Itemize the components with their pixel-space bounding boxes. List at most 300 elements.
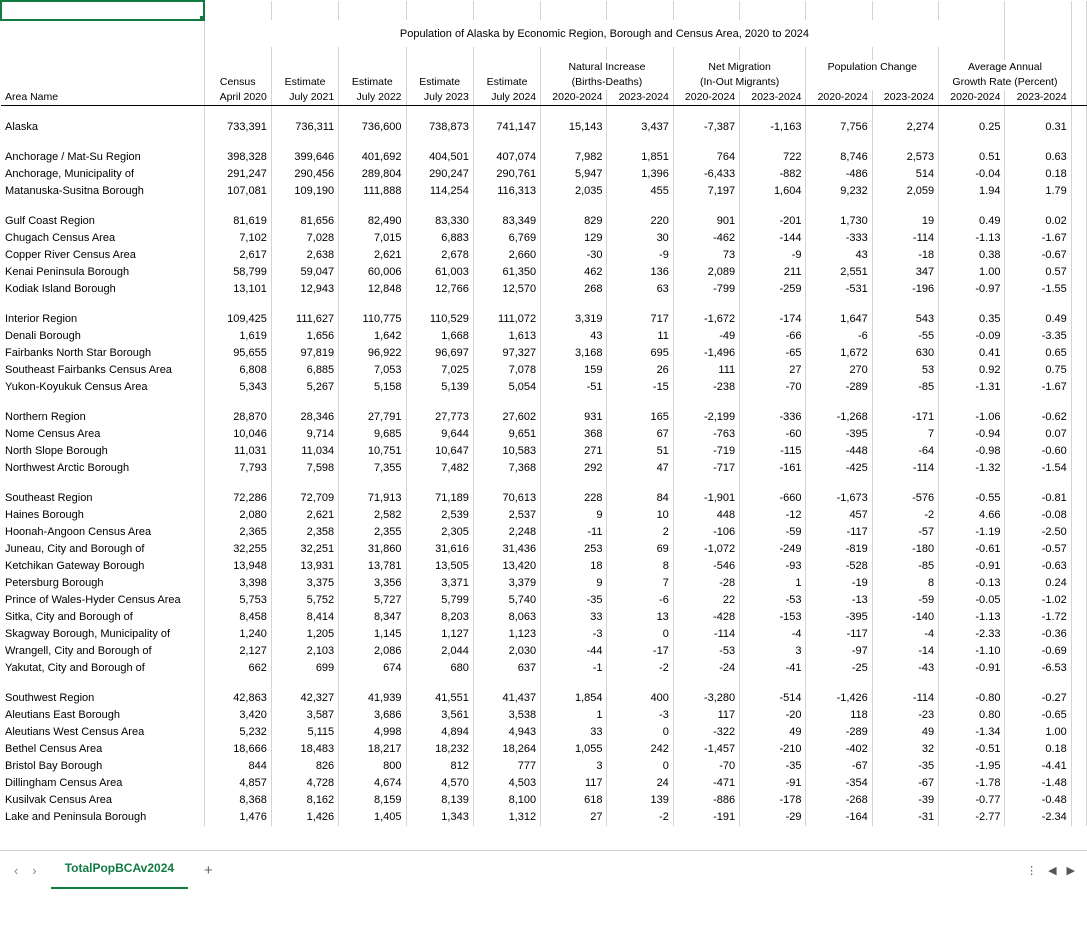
cell-empty[interactable]	[1071, 60, 1086, 75]
row-value-8[interactable]: -53	[740, 592, 806, 609]
row-value-6[interactable]: 47	[607, 460, 673, 477]
row-value-0[interactable]: 5,232	[204, 724, 271, 741]
row-value-4[interactable]: 4,943	[473, 724, 540, 741]
row-value-8[interactable]: -9	[740, 247, 806, 264]
cell-empty[interactable]	[1071, 690, 1086, 707]
row-value-3[interactable]: 27,773	[406, 409, 473, 426]
row-value-5[interactable]: 1	[541, 707, 607, 724]
sheet-tab-totalpopbcav2024[interactable]: TotalPopBCAv2024	[51, 851, 188, 890]
row-value-6[interactable]: -17	[607, 643, 673, 660]
cell-empty[interactable]	[473, 396, 540, 409]
row-value-2[interactable]: 5,727	[339, 592, 406, 609]
row-value-4[interactable]: 1,123	[473, 626, 540, 643]
row-value-12[interactable]: -2.50	[1005, 524, 1071, 541]
cell-empty[interactable]	[806, 200, 872, 213]
row-value-12[interactable]: 0.65	[1005, 345, 1071, 362]
row-value-3[interactable]: 404,501	[406, 149, 473, 166]
row-area-name[interactable]: Northwest Arctic Borough	[1, 460, 204, 477]
row-value-4[interactable]: 7,368	[473, 460, 540, 477]
row-value-0[interactable]: 7,793	[204, 460, 271, 477]
row-value-0[interactable]: 2,127	[204, 643, 271, 660]
row-value-8[interactable]: -144	[740, 230, 806, 247]
row-value-4[interactable]: 407,074	[473, 149, 540, 166]
row-area-name[interactable]: Nome Census Area	[1, 426, 204, 443]
cell-empty[interactable]	[541, 106, 607, 120]
row-value-0[interactable]: 28,870	[204, 409, 271, 426]
cell-empty[interactable]	[740, 1, 806, 20]
row-value-1[interactable]: 109,190	[271, 183, 338, 200]
row-value-0[interactable]: 291,247	[204, 166, 271, 183]
row-value-10[interactable]: 630	[872, 345, 938, 362]
cell-empty[interactable]	[1071, 409, 1086, 426]
row-value-12[interactable]: -1.55	[1005, 281, 1071, 298]
row-value-2[interactable]: 736,600	[339, 119, 406, 136]
row-value-1[interactable]: 111,627	[271, 311, 338, 328]
row-area-name[interactable]: Lake and Peninsula Borough	[1, 809, 204, 826]
cell-empty[interactable]	[1071, 490, 1086, 507]
row-value-8[interactable]: -249	[740, 541, 806, 558]
cell-empty[interactable]	[1005, 136, 1071, 149]
row-value-2[interactable]: 110,775	[339, 311, 406, 328]
row-value-5[interactable]: -3	[541, 626, 607, 643]
row-value-1[interactable]: 9,714	[271, 426, 338, 443]
row-value-0[interactable]: 2,080	[204, 507, 271, 524]
table-row[interactable]	[1, 660, 1087, 677]
row-area-name[interactable]: Fairbanks North Star Borough	[1, 345, 204, 362]
row-area-name[interactable]: Kodiak Island Borough	[1, 281, 204, 298]
row-area-name[interactable]: Sitka, City and Borough of	[1, 609, 204, 626]
row-value-5[interactable]: 292	[541, 460, 607, 477]
cell-empty[interactable]	[806, 136, 872, 149]
row-value-2[interactable]: 7,015	[339, 230, 406, 247]
cell-empty[interactable]	[939, 677, 1005, 690]
row-value-0[interactable]: 95,655	[204, 345, 271, 362]
row-value-10[interactable]: -35	[872, 758, 938, 775]
row-area-name[interactable]: Southeast Fairbanks Census Area	[1, 362, 204, 379]
table-row[interactable]	[1, 558, 1087, 575]
row-value-7[interactable]: -6,433	[673, 166, 739, 183]
row-value-12[interactable]: -0.69	[1005, 643, 1071, 660]
cell-empty[interactable]	[1071, 592, 1086, 609]
row-value-7[interactable]: 2,089	[673, 264, 739, 281]
cell-empty[interactable]	[939, 396, 1005, 409]
row-value-12[interactable]: 0.49	[1005, 311, 1071, 328]
cell-empty[interactable]	[1, 60, 204, 75]
row-value-0[interactable]: 42,863	[204, 690, 271, 707]
row-value-7[interactable]: -191	[673, 809, 739, 826]
row-value-5[interactable]: 1,055	[541, 741, 607, 758]
cell-empty[interactable]	[740, 136, 806, 149]
cell-empty[interactable]	[541, 677, 607, 690]
cell-empty[interactable]	[339, 677, 406, 690]
row-value-6[interactable]: 1,396	[607, 166, 673, 183]
cell-empty[interactable]	[1071, 20, 1086, 47]
cell-empty[interactable]	[1071, 183, 1086, 200]
row-value-11[interactable]: 0.51	[939, 149, 1005, 166]
row-value-2[interactable]: 2,582	[339, 507, 406, 524]
row-area-name[interactable]: Skagway Borough, Municipality of	[1, 626, 204, 643]
row-value-8[interactable]: -66	[740, 328, 806, 345]
cell-empty[interactable]	[1071, 345, 1086, 362]
cell-empty[interactable]	[339, 60, 406, 75]
row-value-12[interactable]: -2.34	[1005, 809, 1071, 826]
row-value-3[interactable]: 12,766	[406, 281, 473, 298]
row-area-name[interactable]: Matanuska-Susitna Borough	[1, 183, 204, 200]
row-value-11[interactable]: -0.09	[939, 328, 1005, 345]
cell-empty[interactable]	[740, 106, 806, 120]
row-value-0[interactable]: 72,286	[204, 490, 271, 507]
row-value-4[interactable]: 7,078	[473, 362, 540, 379]
cell-empty[interactable]	[1071, 247, 1086, 264]
row-value-2[interactable]: 5,158	[339, 379, 406, 396]
row-value-7[interactable]: -1,457	[673, 741, 739, 758]
row-value-4[interactable]: 637	[473, 660, 540, 677]
row-value-10[interactable]: 543	[872, 311, 938, 328]
row-value-1[interactable]: 1,205	[271, 626, 338, 643]
row-area-name[interactable]: Petersburg Borough	[1, 575, 204, 592]
cell-empty[interactable]	[1071, 724, 1086, 741]
row-value-11[interactable]: 0.92	[939, 362, 1005, 379]
row-value-6[interactable]: -15	[607, 379, 673, 396]
row-value-4[interactable]: 9,651	[473, 426, 540, 443]
row-value-12[interactable]: 0.31	[1005, 119, 1071, 136]
row-value-5[interactable]: 27	[541, 809, 607, 826]
row-value-5[interactable]: 3,168	[541, 345, 607, 362]
table-row[interactable]	[1, 281, 1087, 298]
row-value-12[interactable]: -0.60	[1005, 443, 1071, 460]
row-value-5[interactable]: 368	[541, 426, 607, 443]
row-value-11[interactable]: 4.66	[939, 507, 1005, 524]
row-area-name[interactable]: Alaska	[1, 119, 204, 136]
row-value-12[interactable]: 0.24	[1005, 575, 1071, 592]
row-value-2[interactable]: 71,913	[339, 490, 406, 507]
row-value-6[interactable]: 0	[607, 724, 673, 741]
cell-empty[interactable]	[1071, 200, 1086, 213]
cell-empty[interactable]	[806, 396, 872, 409]
cell-empty[interactable]	[1005, 677, 1071, 690]
row-value-2[interactable]: 289,804	[339, 166, 406, 183]
row-value-3[interactable]: 738,873	[406, 119, 473, 136]
row-value-6[interactable]: 717	[607, 311, 673, 328]
row-value-5[interactable]: 5,947	[541, 166, 607, 183]
row-value-2[interactable]: 41,939	[339, 690, 406, 707]
row-value-4[interactable]: 111,072	[473, 311, 540, 328]
row-value-3[interactable]: 3,371	[406, 575, 473, 592]
row-value-8[interactable]: -660	[740, 490, 806, 507]
row-value-10[interactable]: -2	[872, 507, 938, 524]
cell-empty[interactable]	[1071, 328, 1086, 345]
row-value-9[interactable]: 8,746	[806, 149, 872, 166]
cell-empty[interactable]	[1005, 200, 1071, 213]
row-value-9[interactable]: -289	[806, 379, 872, 396]
row-value-1[interactable]: 7,028	[271, 230, 338, 247]
cell-empty[interactable]	[1071, 775, 1086, 792]
row-area-name[interactable]: Interior Region	[1, 311, 204, 328]
cell-empty[interactable]	[1005, 1, 1071, 20]
row-value-10[interactable]: 514	[872, 166, 938, 183]
cell-empty[interactable]	[673, 298, 739, 311]
cell-empty[interactable]	[872, 477, 938, 490]
row-value-3[interactable]: 2,678	[406, 247, 473, 264]
row-area-name[interactable]: Anchorage, Municipality of	[1, 166, 204, 183]
row-value-7[interactable]: -471	[673, 775, 739, 792]
row-area-name[interactable]: Aleutians East Borough	[1, 707, 204, 724]
cell-empty[interactable]	[1, 75, 204, 90]
row-value-10[interactable]: -85	[872, 379, 938, 396]
row-value-12[interactable]: -0.48	[1005, 792, 1071, 809]
row-value-2[interactable]: 2,355	[339, 524, 406, 541]
row-area-name[interactable]: Ketchikan Gateway Borough	[1, 558, 204, 575]
row-value-2[interactable]: 4,998	[339, 724, 406, 741]
cell-empty[interactable]	[1071, 741, 1086, 758]
cell-empty[interactable]	[1071, 362, 1086, 379]
row-value-8[interactable]: -93	[740, 558, 806, 575]
cell-empty[interactable]	[740, 477, 806, 490]
row-value-4[interactable]: 8,063	[473, 609, 540, 626]
row-value-0[interactable]: 1,619	[204, 328, 271, 345]
row-value-9[interactable]: -117	[806, 524, 872, 541]
cell-empty[interactable]	[673, 136, 739, 149]
row-value-1[interactable]: 3,587	[271, 707, 338, 724]
row-value-11[interactable]: 0.49	[939, 213, 1005, 230]
row-value-10[interactable]: 2,573	[872, 149, 938, 166]
table-row[interactable]	[1, 345, 1087, 362]
cell-empty[interactable]	[541, 1, 607, 20]
row-value-11[interactable]: 1.94	[939, 183, 1005, 200]
row-value-5[interactable]: 253	[541, 541, 607, 558]
row-value-1[interactable]: 72,709	[271, 490, 338, 507]
row-value-2[interactable]: 8,159	[339, 792, 406, 809]
row-area-name[interactable]: Wrangell, City and Borough of	[1, 643, 204, 660]
row-value-12[interactable]: -0.36	[1005, 626, 1071, 643]
row-value-9[interactable]: -164	[806, 809, 872, 826]
row-value-4[interactable]: 8,100	[473, 792, 540, 809]
row-area-name[interactable]: Denali Borough	[1, 328, 204, 345]
cell-empty[interactable]	[1071, 396, 1086, 409]
row-area-name[interactable]: Chugach Census Area	[1, 230, 204, 247]
row-value-9[interactable]: -1,268	[806, 409, 872, 426]
row-value-3[interactable]: 2,539	[406, 507, 473, 524]
cell-empty[interactable]	[204, 47, 271, 60]
row-value-9[interactable]: -528	[806, 558, 872, 575]
cell-empty[interactable]	[271, 136, 338, 149]
cell-empty[interactable]	[541, 47, 607, 60]
row-value-0[interactable]: 1,476	[204, 809, 271, 826]
row-area-name[interactable]: Haines Borough	[1, 507, 204, 524]
row-value-10[interactable]: -55	[872, 328, 938, 345]
cell-empty[interactable]	[1, 396, 204, 409]
row-value-0[interactable]: 32,255	[204, 541, 271, 558]
row-value-8[interactable]: -70	[740, 379, 806, 396]
cell-empty[interactable]	[673, 200, 739, 213]
table-row[interactable]	[1, 541, 1087, 558]
cell-empty[interactable]	[1071, 626, 1086, 643]
row-value-5[interactable]: 7,982	[541, 149, 607, 166]
row-value-4[interactable]: 777	[473, 758, 540, 775]
cell-empty[interactable]	[607, 136, 673, 149]
cell-empty[interactable]	[473, 477, 540, 490]
row-value-7[interactable]: -238	[673, 379, 739, 396]
row-value-4[interactable]: 27,602	[473, 409, 540, 426]
row-value-10[interactable]: -4	[872, 626, 938, 643]
cell-empty[interactable]	[339, 1, 406, 20]
row-value-8[interactable]: -29	[740, 809, 806, 826]
cell-empty[interactable]	[673, 677, 739, 690]
cell-empty[interactable]	[1005, 477, 1071, 490]
row-value-0[interactable]: 398,328	[204, 149, 271, 166]
row-value-6[interactable]: -2	[607, 660, 673, 677]
row-value-1[interactable]: 736,311	[271, 119, 338, 136]
row-value-11[interactable]: -0.80	[939, 690, 1005, 707]
row-value-4[interactable]: 290,761	[473, 166, 540, 183]
row-value-8[interactable]: -65	[740, 345, 806, 362]
row-value-9[interactable]: -354	[806, 775, 872, 792]
row-value-10[interactable]: -196	[872, 281, 938, 298]
row-value-10[interactable]: 2,059	[872, 183, 938, 200]
cell-empty[interactable]	[1071, 643, 1086, 660]
row-value-8[interactable]: -4	[740, 626, 806, 643]
row-value-6[interactable]: -2	[607, 809, 673, 826]
row-value-5[interactable]: -30	[541, 247, 607, 264]
row-value-0[interactable]: 2,365	[204, 524, 271, 541]
row-value-8[interactable]: -1,163	[740, 119, 806, 136]
row-value-2[interactable]: 674	[339, 660, 406, 677]
row-value-7[interactable]: 22	[673, 592, 739, 609]
table-row[interactable]	[1, 409, 1087, 426]
cell-empty[interactable]	[1071, 311, 1086, 328]
cell-empty[interactable]	[872, 396, 938, 409]
row-value-11[interactable]: -1.78	[939, 775, 1005, 792]
row-value-10[interactable]: -57	[872, 524, 938, 541]
cell-empty[interactable]	[406, 677, 473, 690]
row-value-2[interactable]: 2,086	[339, 643, 406, 660]
row-value-3[interactable]: 31,616	[406, 541, 473, 558]
row-value-1[interactable]: 8,162	[271, 792, 338, 809]
row-value-6[interactable]: 8	[607, 558, 673, 575]
table-row[interactable]	[1, 166, 1087, 183]
add-sheet-button[interactable]: +	[204, 861, 213, 879]
row-value-1[interactable]: 42,327	[271, 690, 338, 707]
row-value-4[interactable]: 2,248	[473, 524, 540, 541]
cell-empty[interactable]	[1, 677, 204, 690]
cell-empty[interactable]	[1071, 149, 1086, 166]
row-value-6[interactable]: 455	[607, 183, 673, 200]
row-value-0[interactable]: 8,368	[204, 792, 271, 809]
cell-empty[interactable]	[872, 677, 938, 690]
row-value-9[interactable]: -402	[806, 741, 872, 758]
row-value-2[interactable]: 1,145	[339, 626, 406, 643]
row-value-12[interactable]: -0.27	[1005, 690, 1071, 707]
cell-empty[interactable]	[872, 136, 938, 149]
row-value-4[interactable]: 2,030	[473, 643, 540, 660]
row-value-4[interactable]: 2,660	[473, 247, 540, 264]
row-value-7[interactable]: 73	[673, 247, 739, 264]
row-value-3[interactable]: 1,343	[406, 809, 473, 826]
row-value-9[interactable]: 9,232	[806, 183, 872, 200]
cell-empty[interactable]	[1071, 507, 1086, 524]
row-value-0[interactable]: 13,948	[204, 558, 271, 575]
cell-empty[interactable]	[204, 136, 271, 149]
cell-empty[interactable]	[473, 298, 540, 311]
cell-empty[interactable]	[473, 136, 540, 149]
row-value-0[interactable]: 13,101	[204, 281, 271, 298]
row-value-5[interactable]: -11	[541, 524, 607, 541]
row-value-11[interactable]: -0.55	[939, 490, 1005, 507]
row-value-6[interactable]: 10	[607, 507, 673, 524]
cell-empty[interactable]	[1071, 541, 1086, 558]
cell-empty[interactable]	[1, 136, 204, 149]
row-value-2[interactable]: 27,791	[339, 409, 406, 426]
cell-empty[interactable]	[939, 1, 1005, 20]
cell-empty[interactable]	[204, 1, 271, 20]
row-value-5[interactable]: 117	[541, 775, 607, 792]
cell-empty[interactable]	[204, 298, 271, 311]
cell-empty[interactable]	[1071, 47, 1086, 60]
row-value-11[interactable]: 0.41	[939, 345, 1005, 362]
table-row[interactable]	[1, 362, 1087, 379]
row-area-name[interactable]: Southwest Region	[1, 690, 204, 707]
row-value-9[interactable]: -531	[806, 281, 872, 298]
cell-empty[interactable]	[740, 200, 806, 213]
cell-empty[interactable]	[740, 396, 806, 409]
row-value-9[interactable]: -395	[806, 426, 872, 443]
cell-empty[interactable]	[1, 200, 204, 213]
row-value-7[interactable]: 117	[673, 707, 739, 724]
row-value-11[interactable]: -0.13	[939, 575, 1005, 592]
row-value-9[interactable]: 1,647	[806, 311, 872, 328]
cell-empty[interactable]	[406, 1, 473, 20]
row-value-6[interactable]: 3,437	[607, 119, 673, 136]
cell-empty[interactable]	[271, 477, 338, 490]
cell-empty[interactable]	[406, 60, 473, 75]
table-row[interactable]	[1, 183, 1087, 200]
row-value-6[interactable]: 26	[607, 362, 673, 379]
row-value-11[interactable]: -0.94	[939, 426, 1005, 443]
row-value-1[interactable]: 28,346	[271, 409, 338, 426]
row-value-7[interactable]: -1,496	[673, 345, 739, 362]
row-value-11[interactable]: -1.19	[939, 524, 1005, 541]
row-area-name[interactable]: Copper River Census Area	[1, 247, 204, 264]
row-value-3[interactable]: 2,044	[406, 643, 473, 660]
row-value-2[interactable]: 3,686	[339, 707, 406, 724]
table-row[interactable]	[1, 149, 1087, 166]
row-value-10[interactable]: 53	[872, 362, 938, 379]
cell-empty[interactable]	[1005, 20, 1071, 47]
row-value-9[interactable]: 457	[806, 507, 872, 524]
row-area-name[interactable]: Northern Region	[1, 409, 204, 426]
row-value-1[interactable]: 290,456	[271, 166, 338, 183]
cell-empty[interactable]	[1071, 460, 1086, 477]
row-value-8[interactable]: -12	[740, 507, 806, 524]
row-value-8[interactable]: 1	[740, 575, 806, 592]
row-value-6[interactable]: 7	[607, 575, 673, 592]
row-value-7[interactable]: -717	[673, 460, 739, 477]
row-value-12[interactable]: -0.62	[1005, 409, 1071, 426]
cell-empty[interactable]	[1005, 396, 1071, 409]
row-value-0[interactable]: 1,240	[204, 626, 271, 643]
cell-empty[interactable]	[406, 200, 473, 213]
row-value-6[interactable]: -9	[607, 247, 673, 264]
cell-empty[interactable]	[271, 298, 338, 311]
row-value-9[interactable]: -448	[806, 443, 872, 460]
cell-empty[interactable]	[740, 47, 806, 60]
row-value-4[interactable]: 741,147	[473, 119, 540, 136]
row-value-11[interactable]: -0.91	[939, 558, 1005, 575]
row-value-11[interactable]: -0.04	[939, 166, 1005, 183]
cell-empty[interactable]	[406, 396, 473, 409]
row-value-3[interactable]: 6,883	[406, 230, 473, 247]
cell-empty[interactable]	[1071, 298, 1086, 311]
